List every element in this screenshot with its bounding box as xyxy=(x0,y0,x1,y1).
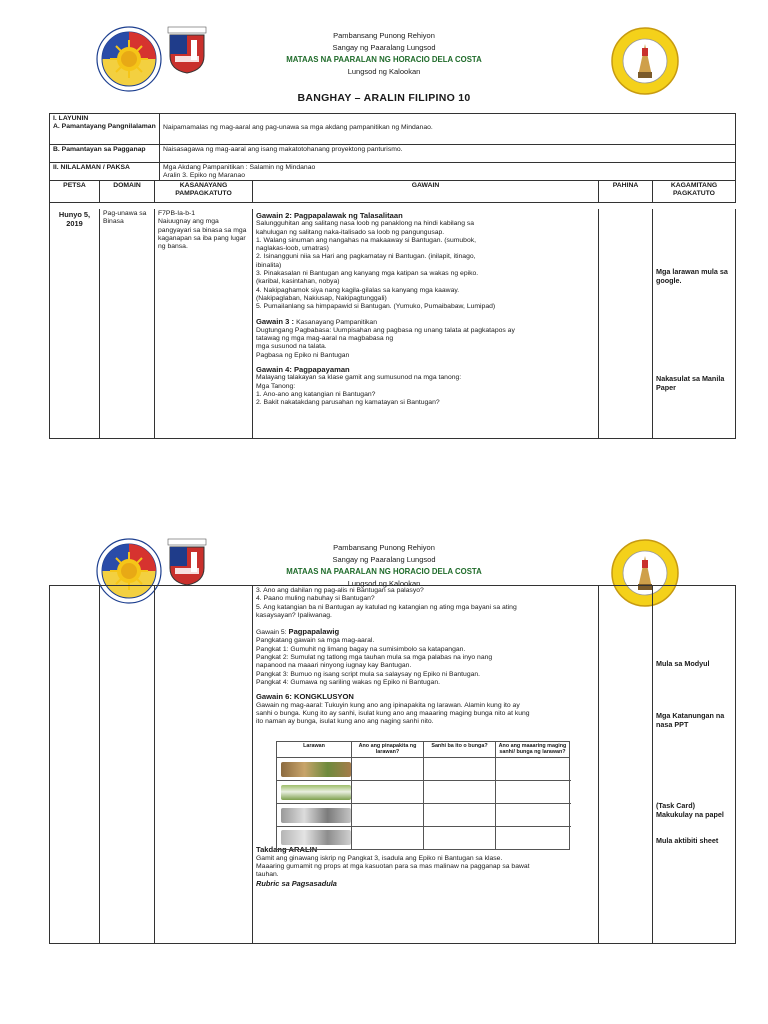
takdang-line: Gamit ang ginawang iskrip ng Pangkat 3, isadula ang Epiko ni Bantugan sa klase. xyxy=(256,854,503,862)
deped-seal-icon xyxy=(96,26,162,92)
gawain-5-label: Gawain 5: xyxy=(256,629,287,637)
activity-row xyxy=(277,827,571,849)
question-line: 4. Paano muling nabuhay si Bantugan? xyxy=(256,595,375,603)
question-line: 3. Ano ang dahilan ng pag-alis ni Bantugan sa palasyo? xyxy=(256,587,424,594)
pahina-value xyxy=(599,209,653,439)
takdang-line: tauhan. xyxy=(256,871,279,879)
page-1 xyxy=(0,0,768,470)
g2-line: ibinalita) xyxy=(256,261,282,269)
gawain-5-heading xyxy=(256,628,595,637)
g4-line: Mga Tanong: xyxy=(256,382,296,390)
g2-line: 2. Isinangguni niia sa Hari ang pagkamatay ni Bantugan. (inilapit, itinago, xyxy=(256,253,476,261)
takdang-line: Maaaring gumamit ng props at mga kasuotan para sa mas malinaw na pagganap sa bawat xyxy=(256,863,530,871)
kasanayang-column xyxy=(155,586,253,944)
gawain-4-body xyxy=(256,374,595,407)
g5-line: Pangkat 1: Gumuhit ng limang bagay na sumisimbolo sa katapangan. xyxy=(256,645,466,653)
sdo-caloocan-seal-icon xyxy=(610,26,680,96)
competency-code: F7PB-Ia-b-1 xyxy=(158,210,196,217)
activity-row xyxy=(277,758,571,781)
g2-line: 4. Nakipaghamok siya nang kagila-gilalas sa kanyang mga kaaway. xyxy=(256,286,460,294)
g4-line: 2. Bakit nakatakdang parusahan ng kamatayan si Bantugan? xyxy=(256,399,440,407)
gawain-5-body xyxy=(256,637,595,687)
gawain-2-body xyxy=(256,220,595,311)
col-domain: DOMAIN xyxy=(100,181,155,203)
g4-line: Malayang talakayan sa klase gamit ang sumusunod na mga tanong: xyxy=(256,374,462,382)
g5-line: Pangkat 3: Bumuo ng isang script mula sa salaysay ng Epiko ni Bantugan. xyxy=(256,670,481,678)
g5-line: Pangkat 2: Sumulat ng tatlong mga tauhan mula sa mga palabas na inyo nang xyxy=(256,654,493,662)
pamantayang-text: Naipamamalas ng mag-aaral ang pag-unawa sa mga akdang pampanitikan ng Mindanao. xyxy=(160,114,736,145)
activity-col-larawan: Larawan xyxy=(277,742,352,758)
g3-line: tatawag ng mga mag-aaral na magbabasa ng xyxy=(256,335,394,343)
pagganap-label: B. Pamantayan sa Pagganap xyxy=(50,145,160,163)
activity-row xyxy=(277,804,571,827)
questions-continued xyxy=(256,587,595,620)
question-line: kasaysayan? Ipaliwanag. xyxy=(256,611,332,619)
gawain-6-body xyxy=(256,702,595,727)
col-kagamitang: KAGAMITANG PAGKATUTO xyxy=(653,181,736,203)
question-line: 5. Ang katangian ba ni Bantugan ay katulad ng katangian ng ating mga bayani sa ating xyxy=(256,603,517,611)
kagamitang-4: Mula aktibiti sheet xyxy=(656,836,719,845)
g4-line: 1. Ano-ano ang katangian ni Bantugan? xyxy=(256,390,376,398)
domain-column xyxy=(100,586,155,944)
g5-line: napanood na maaari ninyong iugnay kay Bantugan. xyxy=(256,662,412,670)
kagamitang-1: Mga larawan mula sa google. xyxy=(656,267,728,285)
kagamitang-2: Nakasulat sa Manila Paper xyxy=(656,374,725,392)
school-name: MATAAS NA PAARALAN NG HORACIO DELA COSTA xyxy=(286,567,482,576)
city-line: Lungsod ng Kalookan xyxy=(347,579,421,588)
division-line: Sangay ng Paaralang Lungsod xyxy=(332,555,436,564)
activity-col-sanhi-bunga: Sanhi ba ito o bunga? xyxy=(424,742,496,758)
letterhead-text xyxy=(234,30,534,78)
gawain-4-title: Gawain 4: Pagpapayaman xyxy=(256,365,350,375)
g2-line: 5. Pumailanlang sa himpapawid si Bantugan. (Yumuko, Pumaibabaw, Lumipad) xyxy=(256,303,496,311)
kagamitang-cell xyxy=(653,586,736,944)
g2-line: Salungguhitan ang salitang nasa loob ng panaklong na hindi kabilang sa xyxy=(256,220,475,228)
gawain-3-subtitle: Kasanayang Pampanitikan xyxy=(296,318,377,326)
activity-col-pinapakita: Ano ang pinapakita ng larawan? xyxy=(352,742,424,758)
gawain-3-heading xyxy=(256,318,595,327)
kagamitang-2: Mga Katanungan na nasa PPT xyxy=(656,711,725,729)
school-crest-icon xyxy=(167,26,207,74)
takdang-aralin-title: Takdang ARALIN xyxy=(256,845,318,855)
landslide-photo xyxy=(281,762,351,777)
layunin-cell xyxy=(50,114,160,145)
kagamitang-1: Mula sa Modyul xyxy=(656,659,710,668)
nilalaman-line-1: Mga Akdang Pampanitikan : Salamin ng Mindanao xyxy=(163,164,316,171)
activity-col-maaaring: Ano ang maaaring maging sanhi/ bunga ng larawan? xyxy=(496,742,569,758)
g5-line: Pangkatang gawain sa mga mag-aaral. xyxy=(256,637,375,645)
kagamitang-3: (Task Card) Makukulay na papel xyxy=(656,801,724,819)
g2-line: (karibal, kasintahan, nobya) xyxy=(256,278,340,286)
pipe-photo xyxy=(281,785,351,800)
domain-value: Pag-unawa sa Binasa xyxy=(100,209,155,439)
g3-line: Pagbasa ng Epiko ni Bantugan xyxy=(256,351,350,359)
col-petsa: PETSA xyxy=(50,181,100,203)
vehicles-photo xyxy=(281,830,351,845)
nilalaman-label: II. NILALAMAN / PAKSA xyxy=(50,163,160,181)
objectives-table xyxy=(49,113,736,181)
gawain-2-title: Gawain 2: Pagpapalawak ng Talasalitaan xyxy=(256,211,403,220)
g2-line: naglakas-loob, umatras) xyxy=(256,245,329,253)
col-gawain: GAWAIN xyxy=(253,181,599,203)
region-line: Pambansang Punong Rehiyon xyxy=(333,31,435,40)
kasanayang-cell xyxy=(155,209,253,439)
school-name: MATAAS NA PAARALAN NG HORACIO DELA COSTA xyxy=(286,55,482,64)
g2-line: 1. Walang sinuman ang nangahas na makaaway si Bantugan. (sumubok, xyxy=(256,236,477,244)
letterhead-text xyxy=(234,542,534,590)
gawain-3-body xyxy=(256,327,595,360)
g2-line: kahulugan ng salitang naka-italisado sa loob ng pangungusap. xyxy=(256,228,445,236)
nilalaman-text xyxy=(160,163,736,181)
document-title: BANGHAY – ARALIN FILIPINO 10 xyxy=(297,92,471,104)
region-line: Pambansang Punong Rehiyon xyxy=(333,543,435,552)
g3-line: mga susunod na talata. xyxy=(256,343,327,351)
g5-line: Pangkat 4: Gumawa ng sariling wakas ng Epiko ni Bantugan. xyxy=(256,678,441,686)
school-crest-icon xyxy=(167,538,207,586)
division-line: Sangay ng Paaralang Lungsod xyxy=(332,43,436,52)
pamantayang-label: A. Pamantayang Pangnilalaman xyxy=(53,123,156,131)
letterhead xyxy=(0,18,768,88)
activity-table xyxy=(276,741,570,850)
g3-line: Dugtungang Pagbabasa: Uumpisahan ang pagbasa ng unang talata at pagkatapos ay xyxy=(256,326,515,334)
gawain-5-title: Pagpapalawig xyxy=(288,627,340,637)
pahina-column xyxy=(599,586,653,944)
rubric-heading: Rubric sa Pagsasadula xyxy=(256,878,337,888)
petsa-column xyxy=(50,586,100,944)
layunin-heading: I. LAYUNIN xyxy=(53,115,89,122)
activity-row xyxy=(277,781,571,804)
page-2 xyxy=(0,512,768,1024)
col-kasanayang: KASANAYANG PAMPAGKATUTO xyxy=(155,181,253,203)
pagganap-text: Naisasagawa ng mag-aaral ang isang makatotohanang proyektong panturismo. xyxy=(160,145,736,163)
kagamitang-cell xyxy=(653,209,736,439)
g6-line: ito naman ay bunga, isulat kung ano ang naging sanhi nito. xyxy=(256,718,434,726)
g6-line: Gawain ng mag-aaral: Tukuyin kung ano ang ipinapakita ng larawan. Alamin kung ito ay xyxy=(256,701,520,709)
g2-line: (Nakipaglaban, Nakiusap, Nakipagtunggali) xyxy=(256,294,387,302)
g2-line: 3. Pinakasalan ni Bantugan ang kanyang mga katipan sa wakas ng epiko. xyxy=(256,270,479,278)
g6-line: sanhi o bunga. Kung ito ay sanhi, isulat kung ano ang maaaring maging bunga nito at kung xyxy=(256,709,530,717)
smoke-photo xyxy=(281,808,351,823)
gawain-cell xyxy=(253,209,599,439)
gawain-6-title: Gawain 6: KONGKLUSYON xyxy=(256,692,354,702)
petsa-value: Hunyo 5, 2019 xyxy=(50,209,100,439)
gawain-3-title: Gawain 3 : xyxy=(256,316,294,326)
takdang-aralin-body xyxy=(256,855,595,880)
lesson-table xyxy=(49,180,736,439)
competency-text: Naiuugnay ang mga pangyayari sa binasa sa mga kaganapan sa iba pang lugar ng bansa. xyxy=(158,218,247,251)
city-line: Lungsod ng Kalookan xyxy=(347,67,421,76)
nilalaman-line-2: Aralin 3. Epiko ng Maranao xyxy=(163,172,245,180)
col-pahina: PAHINA xyxy=(599,181,653,203)
